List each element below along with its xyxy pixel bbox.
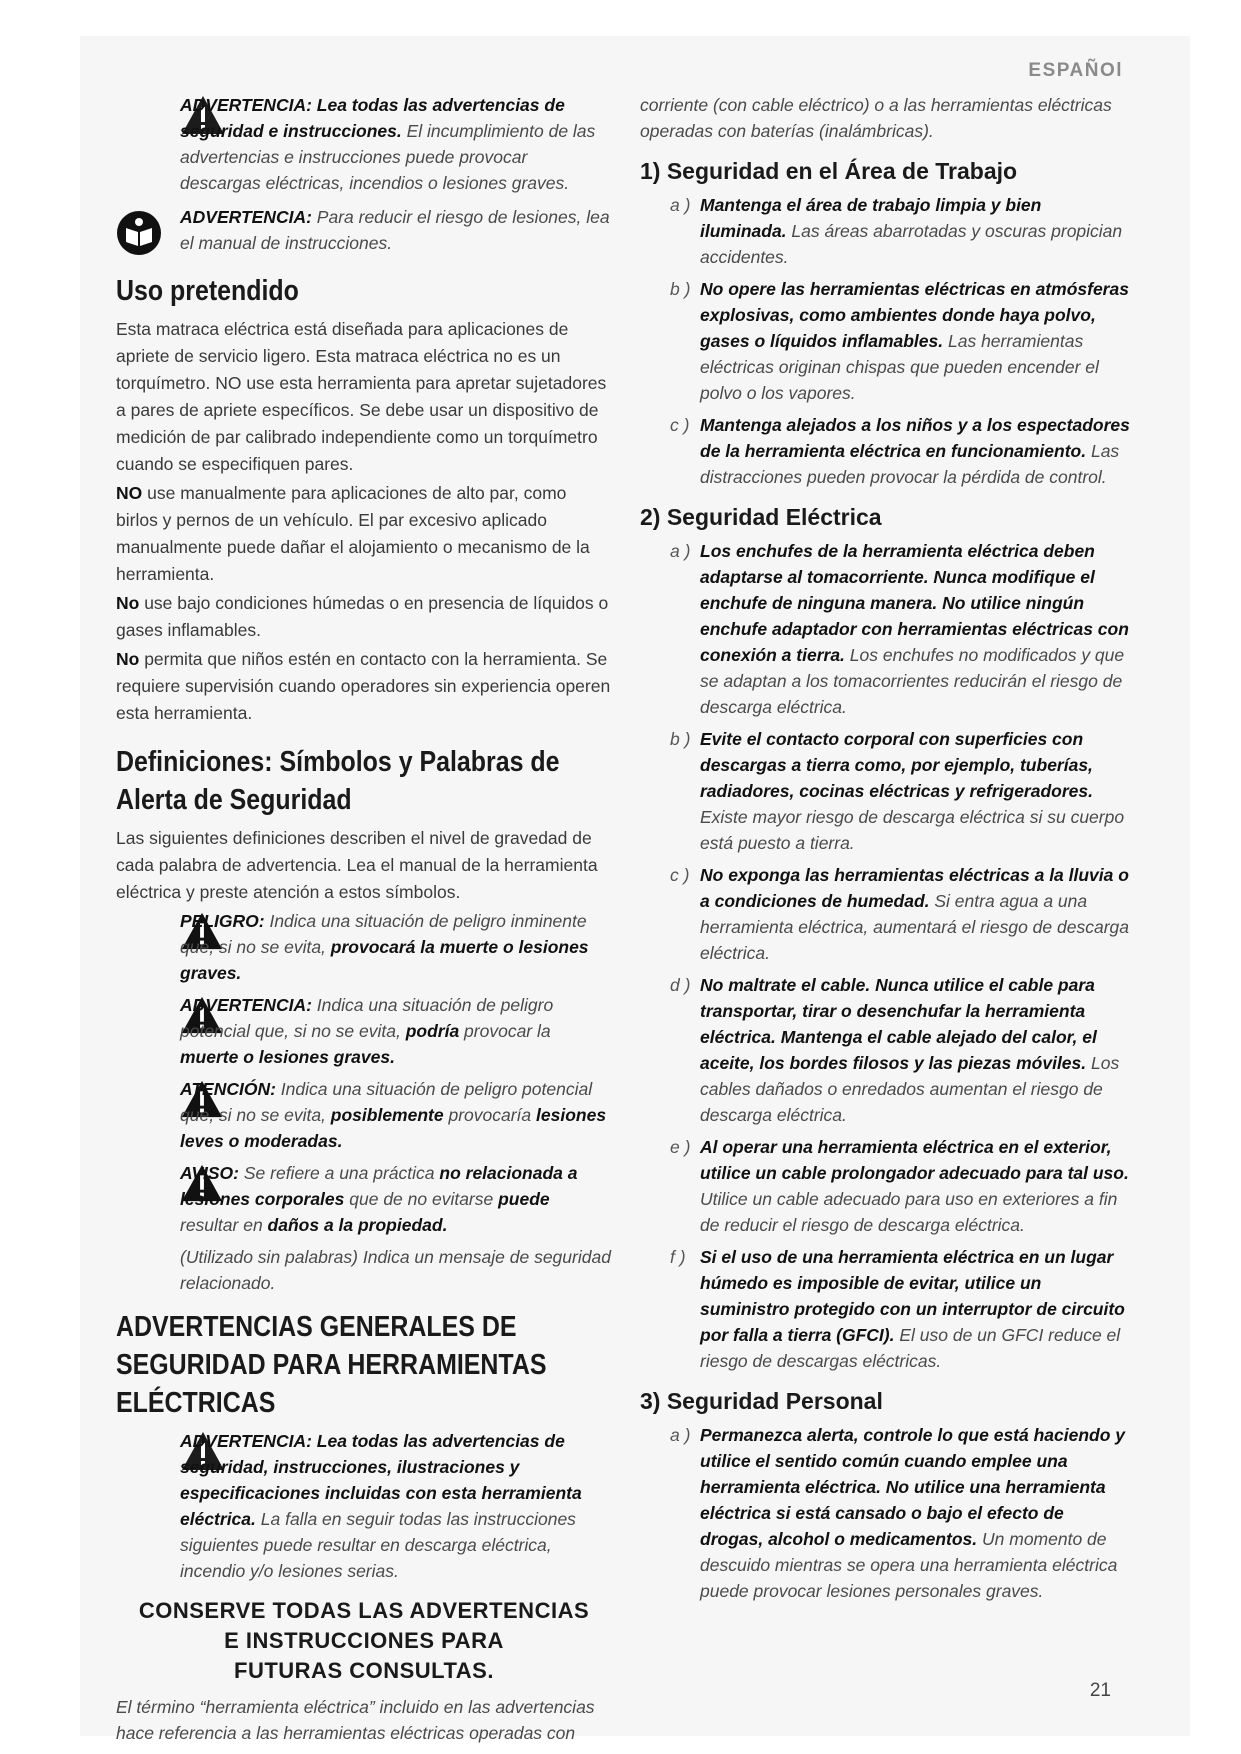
definition-bold: posiblemente xyxy=(330,1105,444,1125)
warning-bold-text: ADVERTENCIA: xyxy=(180,207,312,227)
definition-text: provocaría xyxy=(443,1105,537,1125)
safety-item xyxy=(640,538,1130,720)
safety-item xyxy=(640,1244,1130,1374)
definition-label: AVISO: xyxy=(180,1163,239,1183)
definition-text: que de no evitarse xyxy=(344,1189,499,1209)
conserve-line: E INSTRUCCIONES PARA xyxy=(224,1628,504,1653)
item-rest: Las herramientas eléctricas originan chispas que pueden encender el polvo o los vapores. xyxy=(700,331,1099,403)
definition-label: ATENCIÓN: xyxy=(180,1079,276,1099)
paragraph-text: use bajo condiciones húmedas o en presencia de líquidos o gases inflamables. xyxy=(116,593,609,640)
definition-aviso xyxy=(116,1160,612,1238)
warning-text: La falla en seguir todas las instrucciones siguientes puede resultar en descarga eléctrica, incendio y/o lesiones serias. xyxy=(180,1509,576,1581)
item-rest: Las áreas abarrotadas y oscuras propician accidentes. xyxy=(700,221,1123,267)
definition-bold: provocará la muerte o lesiones graves. xyxy=(180,937,589,983)
item-bold: Permanezca alerta, controle lo que está haciendo y utilice el sentido común cuando emplee una herramienta eléctrica. No utilice una herramienta eléctrica si está cansado o bajo el efecto de drogas, alcohol o medicamentos. xyxy=(700,1425,1126,1549)
section-title-uso: Uso pretendido xyxy=(116,275,299,307)
safety-item xyxy=(640,1422,1130,1604)
seguridad-personal-list xyxy=(640,1422,1130,1604)
item-rest: Las distracciones pueden provocar la pérdida de control. xyxy=(700,441,1120,487)
definition-bold: puede xyxy=(498,1189,550,1209)
item-letter: f ) xyxy=(670,1247,686,1267)
uso-paragraph-3 xyxy=(116,590,612,644)
item-letter: a ) xyxy=(670,541,691,561)
warning-read-all-general xyxy=(116,1428,612,1584)
item-text xyxy=(700,862,1130,966)
item-bold: Mantenga alejados a los niños y a los espectadores de la herramienta eléctrica en funcionamiento. xyxy=(700,415,1130,461)
item-letter: c ) xyxy=(670,865,690,885)
item-letter: e ) xyxy=(670,1137,691,1157)
item-bold: Si el uso de una herramienta eléctrica en un lugar húmedo es imposible de evitar, utilice un suministro protegido con un interruptor de circuito por falla a tierra (GFCI). xyxy=(700,1247,1125,1345)
definition-text: (Utilizado sin palabras) Indica un mensaje de seguridad relacionado. xyxy=(180,1247,611,1293)
item-rest: Un momento de descuido mientras se opera una herramienta eléctrica puede provocar lesiones personales graves. xyxy=(700,1529,1118,1601)
warning-bold-text: ADVERTENCIA: Lea todas las advertencias de seguridad, instrucciones, ilustraciones y especificaciones incluidas con esta herramienta eléctrica. xyxy=(180,1431,582,1529)
uso-paragraph-2 xyxy=(116,480,612,588)
paragraph-text: use manualmente para aplicaciones de alto par, como birlos y pernos de un vehículo. El par excesivo aplicado manualmente puede dañar el alojamiento o mecanismo de la herramienta. xyxy=(116,483,590,584)
safety-item xyxy=(640,1134,1130,1238)
item-letter: d ) xyxy=(670,975,691,995)
item-letter: a ) xyxy=(670,1425,691,1445)
definition-peligro xyxy=(116,908,612,986)
item-text xyxy=(700,276,1130,406)
safety-item xyxy=(640,412,1130,490)
item-rest: Existe mayor riesgo de descarga eléctrica si su cuerpo está puesto a tierra. xyxy=(700,807,1125,853)
item-bold: Al operar una herramienta eléctrica en el exterior, utilice un cable prolongador adecuado para tal uso. xyxy=(700,1137,1129,1183)
definition-bold: muerte o lesiones graves. xyxy=(180,1047,395,1067)
language-header: ESPAÑOl xyxy=(1028,60,1123,81)
bold-word: No xyxy=(116,649,140,669)
item-text xyxy=(700,1244,1130,1374)
section-title-seguridad-personal: 3) Seguridad Personal xyxy=(640,1388,883,1414)
continued-paragraph: corriente (con cable eléctrico) o a las herramientas eléctricas operadas con baterías (inalámbricas). xyxy=(640,95,1112,141)
definition-bold: podría xyxy=(405,1021,460,1041)
item-letter: a ) xyxy=(670,195,691,215)
definition-sin-palabras xyxy=(116,1244,612,1296)
termino-paragraph: El término “herramienta eléctrica” incluido en las advertencias hace referencia a las herramientas eléctricas operadas con xyxy=(116,1697,595,1743)
definiciones-intro: Las siguientes definiciones describen el nivel de gravedad de cada palabra de advertencia. Lea el manual de la herramienta eléctrica y preste atención a estos símbolos. xyxy=(116,828,598,902)
definition-atencion xyxy=(116,1076,612,1154)
section-title-advertencias-generales: ADVERTENCIAS GENERALES DE SEGURIDAD PARA HERRAMIENTAS ELÉCTRICAS xyxy=(116,1311,547,1419)
seguridad-electrica-list xyxy=(640,538,1130,1374)
item-rest: Utilice un cable adecuado para uso en exteriores a fin de reducir el riesgo de descarga eléctrica. xyxy=(700,1189,1118,1235)
bold-word: No xyxy=(116,593,140,613)
definition-bold: daños a la propiedad. xyxy=(267,1215,448,1235)
paragraph-text: permita que niños estén en contacto con la herramienta. Se requiere supervisión cuando operadores sin experiencia operen esta herramienta. xyxy=(116,649,611,723)
safety-item xyxy=(640,192,1130,270)
section-title-seguridad-electrica: 2) Seguridad Eléctrica xyxy=(640,504,882,530)
item-bold: Evite el contacto corporal con superficies con descargas a tierra como, por ejemplo, tuberías, radiadores, cocinas eléctricas y refrigeradores. xyxy=(700,729,1093,801)
item-bold: No exponga las herramientas eléctricas a la lluvia o a condiciones de humedad. xyxy=(700,865,1129,911)
item-rest: El uso de un GFCI reduce el riesgo de descargas eléctricas. xyxy=(700,1325,1121,1371)
item-rest: Los cables dañados o enredados aumentan el riesgo de descarga eléctrica. xyxy=(700,1053,1120,1125)
uso-paragraph-1: Esta matraca eléctrica está diseñada para aplicaciones de apriete de servicio ligero. Esta matraca eléctrica no es un torquímetro. NO use esta herramienta para apretar sujetadores a pares de apriete específicos. Se debe usar un dispositivo de medición de par calibrado independiente como un torquímetro cuando se especifiquen pares. xyxy=(116,319,607,474)
definition-bold: lesiones leves o moderadas. xyxy=(180,1105,607,1151)
item-text xyxy=(700,538,1130,720)
definition-label: ADVERTENCIA: xyxy=(180,995,312,1015)
item-rest: Si entra agua a una herramienta eléctrica, aumentará el riesgo de descarga eléctrica. xyxy=(700,891,1129,963)
area-trabajo-list xyxy=(640,192,1130,490)
safety-item xyxy=(640,972,1130,1128)
item-text xyxy=(700,412,1130,490)
safety-item xyxy=(640,862,1130,966)
item-bold: No maltrate el cable. Nunca utilice el cable para transportar, tirar o desenchufar la herramienta eléctrica. Mantenga el cable alejado del calor, el aceite, los bordes filosos y las piezas móviles. xyxy=(700,975,1097,1073)
definition-bold: no relacionada a lesiones corporales xyxy=(180,1163,578,1209)
warning-text: Para reducir el riesgo de lesiones, lea el manual de instrucciones. xyxy=(180,207,610,253)
definition-text: Indica una situación de peligro inminente que, si no se evita, xyxy=(180,911,587,957)
item-rest: Los enchufes no modificados y que se adaptan a los tomacorrientes reducirán el riesgo de descarga eléctrica. xyxy=(700,645,1125,717)
definition-label: PELIGRO: xyxy=(180,911,265,931)
warning-read-manual xyxy=(116,204,612,256)
item-bold: Los enchufes de la herramienta eléctrica deben adaptarse al tomacorriente. Nunca modifique el enchufe de ninguna manera. No utilice ningún enchufe adaptador con herramientas eléctricas con conexión a tierra. xyxy=(700,541,1129,665)
conserve-line: FUTURAS CONSULTAS. xyxy=(234,1658,494,1683)
conserve-line: CONSERVE TODAS LAS ADVERTENCIAS xyxy=(138,1598,590,1623)
item-text xyxy=(700,972,1130,1128)
warning-text: El incumplimiento de las advertencias e instrucciones puede provocar descargas eléctricas, incendios o lesiones graves. xyxy=(180,121,596,193)
definition-advertencia xyxy=(116,992,612,1070)
safety-item xyxy=(640,726,1130,856)
item-bold: No opere las herramientas eléctricas en atmósferas explosivas, como ambientes donde haya polvo, gases o líquidos inflamables. xyxy=(700,279,1129,351)
item-letter: b ) xyxy=(670,279,691,299)
section-title-area-trabajo: 1) Seguridad en el Área de Trabajo xyxy=(640,158,1018,184)
definition-text: provocar la xyxy=(459,1021,551,1041)
warning-read-all xyxy=(116,92,612,196)
right-column xyxy=(640,92,1130,1610)
definition-text: Indica una situación de peligro potencial que, si no se evita, xyxy=(180,995,554,1041)
definition-text: Se refiere a una práctica xyxy=(239,1163,440,1183)
warning-bold-text: ADVERTENCIA: Lea todas las advertencias de seguridad e instrucciones. xyxy=(180,95,565,141)
left-column xyxy=(116,92,612,1746)
read-manual-icon xyxy=(116,210,162,256)
item-text xyxy=(700,192,1130,270)
definition-text: resultar en xyxy=(180,1215,268,1235)
uso-paragraph-4 xyxy=(116,646,612,727)
section-title-definiciones: Definiciones: Símbolos y Palabras de Alerta de Seguridad xyxy=(116,746,560,816)
item-text xyxy=(700,1422,1130,1604)
bold-word: NO xyxy=(116,483,143,503)
definition-text: Indica una situación de peligro potencial que, si no se evita, xyxy=(180,1079,593,1125)
conserve-notice xyxy=(116,1596,612,1686)
item-text xyxy=(700,1134,1130,1238)
safety-item xyxy=(640,276,1130,406)
page-number: 21 xyxy=(1089,1680,1111,1701)
item-letter: b ) xyxy=(670,729,691,749)
item-bold: Mantenga el área de trabajo limpia y bien iluminada. xyxy=(700,195,1042,241)
item-letter: c ) xyxy=(670,415,690,435)
item-text xyxy=(700,726,1130,856)
